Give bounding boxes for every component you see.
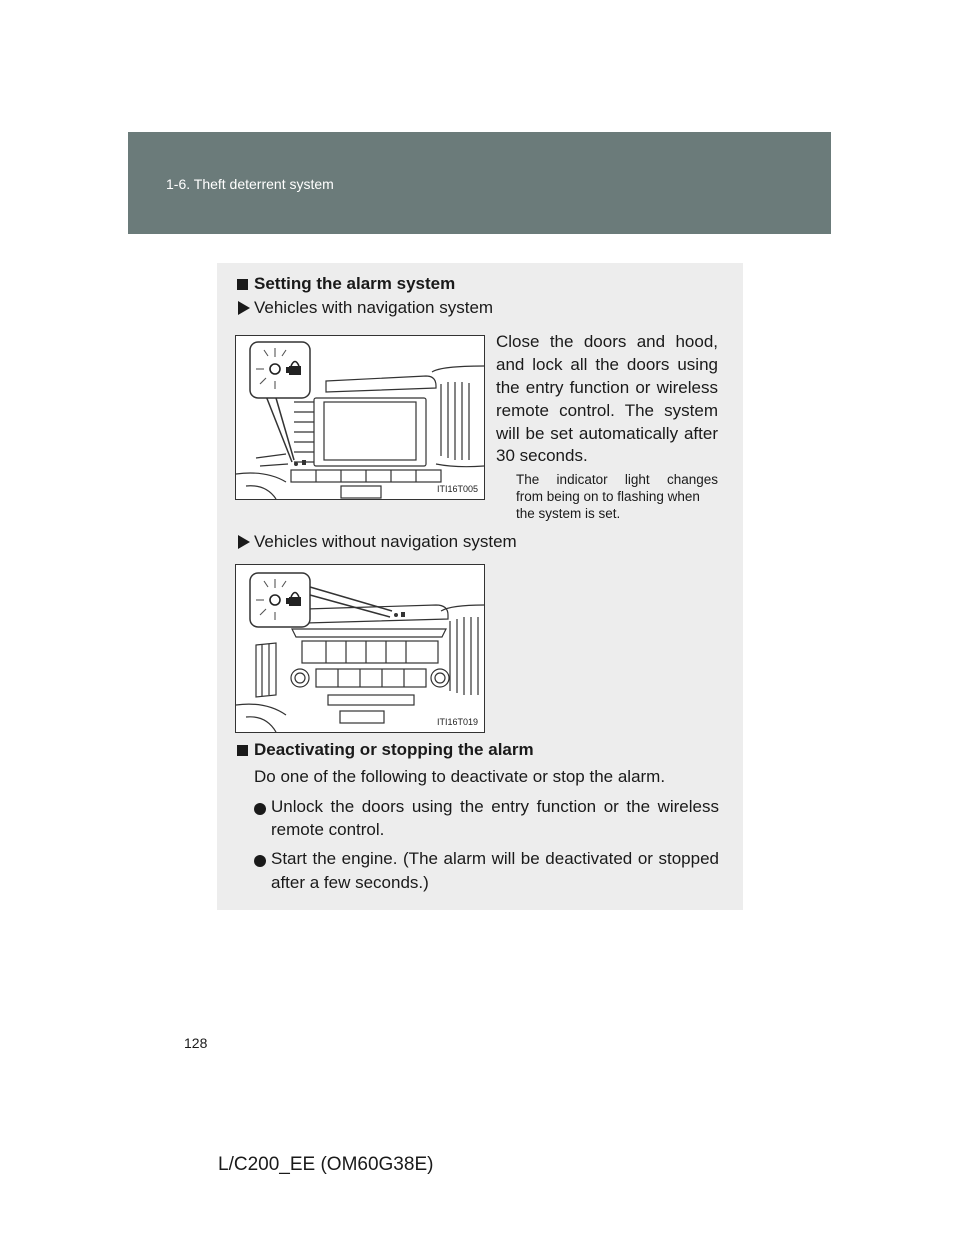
deactivate-heading: Deactivating or stopping the alarm bbox=[254, 740, 534, 759]
setting-heading: Setting the alarm system bbox=[254, 274, 456, 293]
no-nav-dashboard-illustration bbox=[235, 564, 485, 733]
nav-text-line-5: will be set automatically after bbox=[496, 424, 718, 443]
bullet-dot-icon bbox=[254, 803, 266, 815]
nav-text-line-6: 30 seconds. bbox=[496, 446, 588, 465]
nav-image-code: ITI16T005 bbox=[436, 484, 478, 494]
bullet-1-line-2: remote control. bbox=[271, 820, 385, 839]
nav-text-line-2: and lock all the doors using bbox=[496, 355, 718, 374]
info-box bbox=[217, 263, 743, 910]
bullet-2-line-2: after a few seconds.) bbox=[271, 873, 429, 892]
no-nav-image-code: ITI16T019 bbox=[436, 717, 478, 727]
nav-text-line-4: remote control. The system bbox=[496, 401, 718, 420]
no-nav-dashboard-drawing bbox=[236, 565, 484, 732]
nav-dashboard-illustration bbox=[235, 335, 485, 500]
nav-note-line-3: the system is set. bbox=[516, 506, 621, 521]
triangle-bullet-icon bbox=[238, 535, 250, 549]
nav-text-line-3: the entry function or wireless bbox=[496, 378, 718, 397]
square-bullet-icon bbox=[237, 745, 248, 756]
nav-note-line-1: The indicator light changes bbox=[516, 472, 718, 487]
nav-label: Vehicles with navigation system bbox=[254, 298, 494, 317]
square-bullet-icon bbox=[237, 279, 248, 290]
bullet-dot-icon bbox=[254, 855, 266, 867]
triangle-bullet-icon bbox=[238, 301, 250, 315]
bullet-2-line-1: Start the engine. (The alarm will be deactivated or stopped bbox=[271, 849, 719, 868]
nav-text-line-1: Close the doors and hood, bbox=[496, 332, 718, 351]
no-nav-label: Vehicles without navigation system bbox=[254, 532, 517, 551]
page-number: 128 bbox=[184, 1035, 208, 1051]
section-title: 1-6. Theft deterrent system bbox=[166, 176, 334, 192]
bullet-1-line-1: Unlock the doors using the entry function or the wireless bbox=[271, 797, 719, 816]
deactivate-intro: Do one of the following to deactivate or stop the alarm. bbox=[254, 767, 666, 786]
nav-note-line-2: from being on to flashing when bbox=[516, 489, 700, 504]
nav-dashboard-drawing bbox=[236, 336, 484, 499]
section-header-band bbox=[128, 132, 831, 234]
footer-code: L/C200_EE (OM60G38E) bbox=[218, 1154, 434, 1175]
